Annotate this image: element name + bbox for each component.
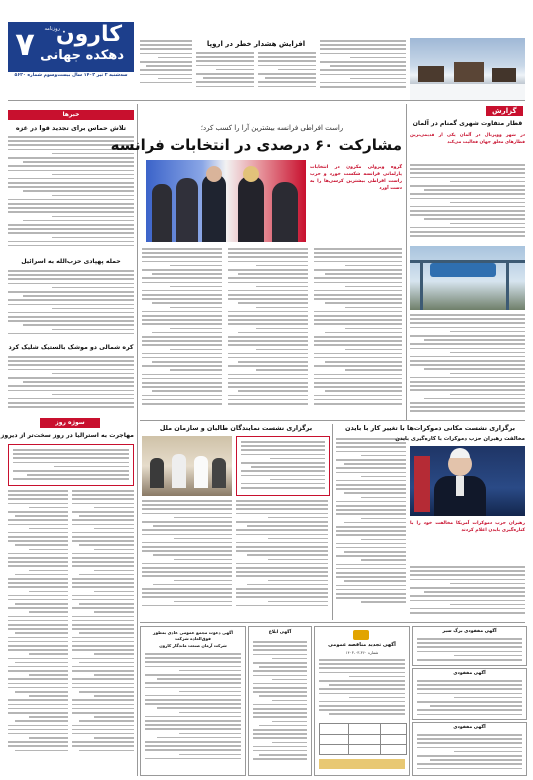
dateline: سه‌شنبه ۲ تیر ۱۴۰۲ سال بیست‌وسوم شماره ۵۶۲۰ [14,73,128,78]
today-body-2 [72,490,134,772]
lost-notice-2 [412,668,527,720]
page-number: ۷ [15,25,35,63]
news-body-3 [8,356,134,412]
lost-notice-2-title: آگهی مفقودی [453,671,486,676]
page-title: دهکده جهانی [40,48,124,63]
suspended-train-photo [410,246,525,310]
election-photo [146,160,306,242]
news-headline-1: تلاش حماس برای تجدید قوا در غزه [15,124,127,132]
news-label: خبرها [8,110,134,120]
lost-notice-3-title: آگهی مفقودی [453,725,486,730]
biden-headline: برگزاری نشست مکانی دموکرات‌ها با تغییر کار با بایدن [344,424,516,432]
tender-notice [314,626,410,776]
taliban-meeting-photo [142,436,232,496]
court-title: آگهی ابلاغ [268,630,292,635]
biden-quote: رهبران حزب دموکرات آمریکا مخالفت خود را با کناره‌گیری بایدن اعلام کردند [410,521,525,533]
tender-footer [319,759,405,769]
biden-photo [410,446,525,516]
top-mid-body-2 [258,52,316,92]
report-headline: قطار متفاوت شهری گمنام در آلمان [412,120,523,127]
today-body [8,490,68,772]
lead-highlight: گروه ویرولی مکرون در انتخابات پارلمانی فرانسه شکست خورد و حزب راست افراطی بیشترین کرسی‌ها را به دست آورد [310,165,402,191]
lost-notice-3 [412,722,527,776]
top-right-body [320,40,406,96]
report-label: گزارش [486,106,523,116]
invite-title: آگهی دعوت مجمع عمومی عادی به‌طور فوق‌العاده شرکت [153,630,233,641]
lost-notice-1-title: آگهی مفقودی برگ سبز [442,629,497,634]
winter-village-photo [410,38,525,100]
invite-subtitle: شرکت آرمان صنعت ماندگار کارون [159,643,227,648]
logo: کارون [55,22,122,47]
top-mid-body [196,52,254,92]
news-headline-3: کره شمالی دو موشک بالستیک شلیک کرد [8,344,134,351]
news-body-2 [8,270,134,340]
taliban-headline: برگزاری نشست نمایندگان طالبان و سازمان ملل [159,424,313,432]
today-headline: مهاجرت به استرالیا در روز سخت‌تر از دیروز [0,432,134,439]
top-mid-headline: افزایش هشدار خطر در اروپا [206,40,306,48]
lead-body-2 [228,248,308,416]
today-lede-box [8,444,134,486]
biden-body-1 [336,438,406,616]
court-notice [248,626,312,776]
general-meeting-notice [140,626,246,776]
today-label: سوژه روز [40,418,100,428]
news-headline-2: حمله پهپادی حزب‌الله به اسرائیل [21,258,121,265]
report-body-1 [410,164,525,244]
lead-body-1 [142,248,222,416]
taliban-body-1 [142,500,232,616]
tender-title: آگهی تجدید مناقصه عمومی [328,642,396,648]
logo-subtitle: روزنامه [44,26,60,32]
tender-table [319,723,407,755]
report-body-2 [410,314,525,418]
lead-kicker: راست افراطی فرانسه بیشترین آرا را کسب کرد؛ [200,124,344,132]
report-lede: در شهر ووپرتال در آلمان یکی از قدیمی‌ترین قطارهای معلق جهان فعالیت می‌کند [410,133,525,145]
taliban-body-2 [236,500,328,616]
tender-number: شماره ۳۶۰-۰۳-۱۴۰۳ [345,650,379,655]
biden-subheadline: مخالفت رهبران حزب دموکرات با کاره‌گیری بایدن [395,436,525,442]
taliban-lede-box [236,436,330,496]
masthead [8,22,134,72]
lead-body-3 [314,248,402,416]
biden-body-2 [410,566,525,618]
masthead-side-text [140,40,192,88]
lost-notice-1 [412,626,527,666]
lead-headline: مشارکت ۶۰ درصدی در انتخابات فرانسه [110,136,402,154]
tender-logo [353,630,369,640]
